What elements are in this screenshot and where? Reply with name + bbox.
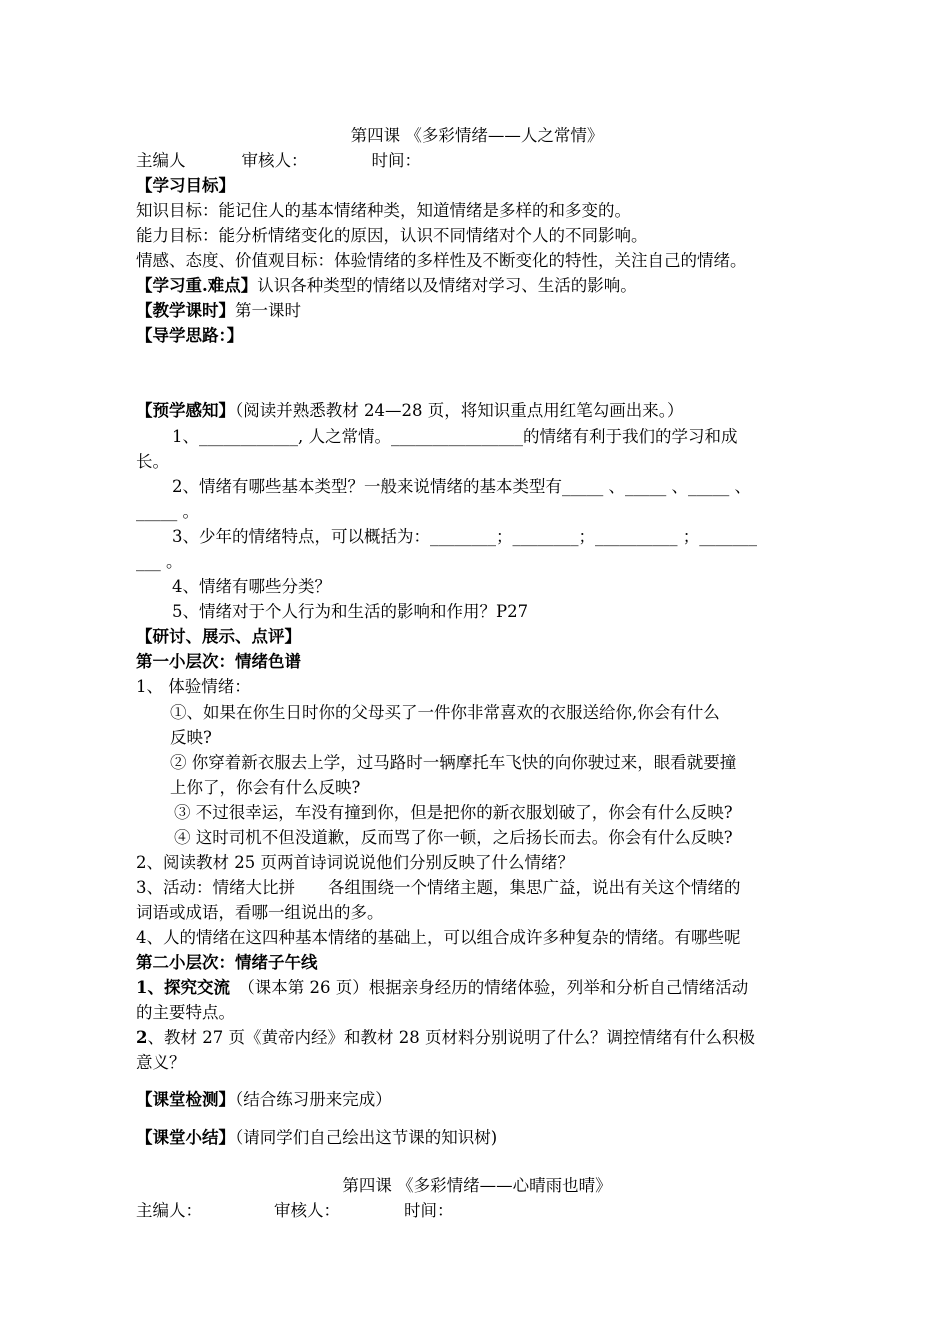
summary-heading: 【课堂小结】 [136,1128,235,1147]
preview-question-3-cont: ___ 。 [136,552,183,571]
preview-question-4: 4、情绪有哪些分类？ [172,577,331,596]
level1-item-3-cont: 词语或成语，看哪一组说出的多。 [136,903,384,922]
goal-ability: 能力目标：能分析情绪变化的原因，认识不同情绪对个人的不同影响。 [136,226,648,245]
lesson1-title: 第四课 《多彩情绪——人之常情》 [350,126,604,145]
reviewer-label: 审核人： [241,151,308,170]
level2-item-1-cont: 的主要特点。 [136,1003,235,1022]
preview-heading: 【预学感知】 [136,401,235,420]
hours-heading: 【教学课时】 [136,301,235,320]
scenario-1-cont: 反映? [170,728,212,747]
hours-text: 第一课时 [235,301,301,320]
preview-question-3: 3、少年的情绪特点，可以概括为：________；________；__________ ；_______ [172,527,757,546]
scenario-4: ④ 这时司机不但没道歉，反而骂了你一顿，之后扬长而去。你会有什么反映? [174,828,733,847]
level2-item-1-label: 1、探究交流 [136,978,230,997]
preview-question-1-cont: 长。 [136,452,169,471]
lesson2-meta-row [136,1199,454,1223]
key-heading: 【学习重.难点】 [136,276,258,295]
level1-item-2: 2、阅读教材 25 页两首诗词说说他们分别反映了什么情绪？ [136,853,574,872]
preview-question-2: 2、情绪有哪些基本类型？一般来说情绪的基本类型有_____ 、_____ 、_____ 、 [172,477,751,496]
preview-row [136,399,683,423]
level2-item-2 [136,1026,755,1050]
time-label: 时间： [371,151,421,170]
preview-note: （阅读并熟悉教材 24—28 页，将知识重点用红笔勾画出来。） [235,401,684,420]
check-text: （结合练习册来完成） [235,1090,392,1109]
level2-item-1-text: （课本第 26 页）根据亲身经历的情绪体验，列举和分析自己情绪活动 [229,978,749,997]
level2-item-2-text: 、教材 27 页《黄帝内经》和教材 28 页材料分别说明了什么？调控情绪有什么积极 [147,1028,755,1047]
level1-item-4: 4、人的情绪在这四种基本情绪的基础上，可以组合成许多种复杂的情绪。有哪些呢 [136,928,741,947]
lesson2-title: 第四课 《多彩情绪——心晴雨也晴》 [342,1176,612,1195]
scenario-2-cont: 上你了，你会有什么反映? [170,778,361,797]
scenario-1: ①、如果在你生日时你的父母买了一件你非常喜欢的衣服送给你,你会有什么 [170,703,720,722]
level2-item-1 [136,976,748,1000]
preview-question-1: 1、____________, 人之常情。________________的情绪有利于我们的学习和成 [172,427,738,446]
summary-row [136,1126,497,1150]
check-heading: 【课堂检测】 [136,1090,235,1109]
discuss-heading: 【研讨、展示、点评】 [136,627,301,646]
scenario-3: ③ 不过很幸运，车没有撞到你，但是把你的新衣服划破了，你会有什么反映? [174,803,733,822]
lesson2-time-label: 时间： [404,1201,454,1220]
key-text: 认识各种类型的情绪以及情绪对学习、生活的影响。 [257,276,637,295]
lesson2-editor-label: 主编人： [136,1201,202,1220]
scenario-2: ② 你穿着新衣服去上学，过马路时一辆摩托车飞快的向你驶过来，眼看就要撞 [170,753,737,772]
level1-item-1: 1、 体验情绪： [136,677,251,696]
key-points-row [136,274,637,298]
goal-knowledge: 知识目标：能记住人的基本情绪种类，知道情绪是多样的和多变的。 [136,201,631,220]
level2-heading: 第二小层次：情绪子午线 [136,953,318,972]
level1-item-3: 3、活动：情绪大比拼 各组围绕一个情绪主题，集思广益，说出有关这个情绪的 [136,878,741,897]
summary-text: （请同学们自己绘出这节课的知识树) [235,1128,498,1147]
check-row [136,1088,392,1112]
goal-attitude: 情感、态度、价值观目标：体验情绪的多样性及不断变化的特性，关注自己的情绪。 [136,251,747,270]
level2-item-2-cont: 意义？ [136,1053,186,1072]
preview-question-2-cont: _____ 。 [136,502,199,521]
level1-heading: 第一小层次：情绪色谱 [136,652,301,671]
lesson1-meta-row [136,149,421,173]
goals-heading: 【学习目标】 [136,176,235,195]
preview-question-5: 5、情绪对于个人行为和生活的影响和作用？P27 [172,602,529,621]
guide-heading: 【导学思路：】 [136,326,244,345]
editor-label: 主编人 [136,151,186,170]
lesson2-reviewer-label: 审核人： [274,1201,340,1220]
hours-row [136,299,301,323]
level2-item-2-label: 2 [136,1028,148,1047]
